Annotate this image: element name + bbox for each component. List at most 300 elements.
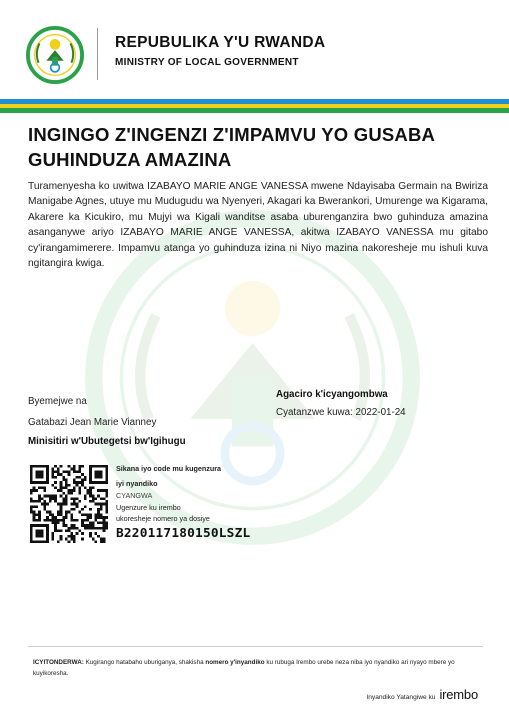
- qr-module: [52, 476, 55, 479]
- qr-module: [105, 481, 108, 484]
- qr-module: [81, 484, 84, 487]
- qr-module: [62, 521, 65, 524]
- qr-module: [100, 505, 103, 508]
- qr-module: [57, 540, 60, 543]
- qr-module: [84, 527, 87, 530]
- qr-module: [92, 538, 95, 541]
- qr-module: [62, 487, 65, 490]
- qr-module: [105, 503, 108, 506]
- qr-module: [60, 508, 63, 511]
- qr-module: [46, 538, 49, 541]
- qr-module: [105, 495, 108, 498]
- qr-module: [35, 500, 38, 503]
- qr-module: [30, 465, 33, 468]
- qr-module: [105, 505, 108, 508]
- qr-module: [62, 516, 65, 519]
- notice-text: [33, 657, 483, 679]
- qr-module: [89, 470, 92, 473]
- qr-module: [46, 481, 49, 484]
- qr-module: [100, 465, 103, 468]
- qr-module: [103, 497, 106, 500]
- qr-module: [49, 511, 52, 514]
- qr-module: [52, 513, 55, 516]
- qr-module: [38, 532, 41, 535]
- qr-module: [60, 511, 63, 514]
- qr-module: [89, 489, 92, 492]
- qr-module: [33, 513, 36, 516]
- qr-module: [41, 465, 44, 468]
- qr-module: [62, 476, 65, 479]
- qr-module: [35, 530, 38, 533]
- qr-module: [43, 495, 46, 498]
- qr-module: [97, 511, 100, 514]
- qr-module: [43, 487, 46, 490]
- qr-module: [84, 487, 87, 490]
- qr-module: [103, 489, 106, 492]
- qr-module: [38, 519, 41, 522]
- qr-module: [52, 516, 55, 519]
- qr-module: [38, 513, 41, 516]
- qr-module: [76, 519, 79, 522]
- signer-title: Minisitiri w'Ubutegetsi bw'Igihugu: [28, 436, 186, 447]
- qr-module: [33, 519, 36, 522]
- qr-module: [46, 465, 49, 468]
- qr-module: [52, 470, 55, 473]
- qr-module: [78, 470, 81, 473]
- qr-module: [33, 487, 36, 490]
- qr-module: [89, 487, 92, 490]
- qr-module: [65, 538, 68, 541]
- check-line-2: ukoresheje nomero ya dosiye: [116, 514, 210, 523]
- qr-module: [100, 470, 103, 473]
- qr-module: [89, 516, 92, 519]
- qr-module: [41, 530, 44, 533]
- qr-module: [54, 500, 57, 503]
- qr-module: [30, 524, 33, 527]
- qr-module: [76, 497, 79, 500]
- qr-module: [73, 470, 76, 473]
- qr-module: [68, 473, 71, 476]
- qr-module: [100, 521, 103, 524]
- qr-module: [92, 497, 95, 500]
- qr-module: [89, 495, 92, 498]
- qr-module: [43, 500, 46, 503]
- qr-module: [81, 508, 84, 511]
- qr-module: [103, 481, 106, 484]
- qr-module: [73, 468, 76, 471]
- qr-module: [35, 470, 38, 473]
- qr-module: [43, 465, 46, 468]
- qr-module: [38, 530, 41, 533]
- qr-module: [46, 530, 49, 533]
- qr-module: [52, 495, 55, 498]
- qr-module: [84, 524, 87, 527]
- qr-module: [70, 513, 73, 516]
- qr-module: [54, 465, 57, 468]
- qr-module: [97, 476, 100, 479]
- qr-module: [52, 521, 55, 524]
- qr-module: [86, 519, 89, 522]
- qr-module: [100, 540, 103, 543]
- qr-module: [41, 473, 44, 476]
- qr-module: [76, 484, 79, 487]
- qr-module: [52, 497, 55, 500]
- qr-module: [57, 530, 60, 533]
- qr-module: [89, 521, 92, 524]
- qr-module: [52, 468, 55, 471]
- qr-module: [43, 503, 46, 506]
- signature-block: [28, 396, 258, 447]
- qr-module: [41, 524, 44, 527]
- qr-module: [46, 478, 49, 481]
- or-label: CYANGWA: [116, 491, 153, 500]
- qr-module: [95, 465, 98, 468]
- qr-module: [86, 516, 89, 519]
- qr-module: [97, 495, 100, 498]
- qr-module: [78, 492, 81, 495]
- qr-module: [73, 487, 76, 490]
- qr-module: [52, 532, 55, 535]
- irembo-logo[interactable]: irembo: [439, 687, 478, 702]
- qr-module: [78, 468, 81, 471]
- qr-module: [60, 513, 63, 516]
- qr-module: [57, 468, 60, 471]
- qr-module: [62, 497, 65, 500]
- qr-module: [89, 473, 92, 476]
- qr-module: [84, 478, 87, 481]
- qr-module: [65, 478, 68, 481]
- qr-module: [89, 500, 92, 503]
- qr-module: [60, 489, 63, 492]
- qr-module: [65, 524, 68, 527]
- qr-module: [73, 524, 76, 527]
- qr-module: [60, 495, 63, 498]
- qr-module: [86, 513, 89, 516]
- qr-module: [38, 476, 41, 479]
- qr-module: [105, 492, 108, 495]
- qr-module: [78, 489, 81, 492]
- qr-module: [41, 487, 44, 490]
- qr-module: [35, 465, 38, 468]
- qr-module: [100, 538, 103, 541]
- qr-module: [78, 500, 81, 503]
- qr-module: [38, 481, 41, 484]
- qr-module: [68, 540, 71, 543]
- qr-module: [57, 470, 60, 473]
- qr-module: [97, 473, 100, 476]
- qr-module: [89, 465, 92, 468]
- qr-module: [89, 535, 92, 538]
- issued-by-footer: [366, 687, 478, 702]
- qr-module: [30, 481, 33, 484]
- qr-module: [38, 535, 41, 538]
- qr-module: [38, 540, 41, 543]
- qr-module: [97, 481, 100, 484]
- qr-module: [95, 540, 98, 543]
- qr-module: [41, 540, 44, 543]
- qr-module: [95, 497, 98, 500]
- qr-module: [76, 532, 79, 535]
- qr-module: [49, 513, 52, 516]
- qr-module: [33, 465, 36, 468]
- qr-module: [103, 521, 106, 524]
- notice-label: ICYITONDERWA:: [33, 659, 84, 666]
- qr-module: [103, 516, 106, 519]
- qr-module: [35, 489, 38, 492]
- qr-module: [100, 516, 103, 519]
- qr-module: [33, 489, 36, 492]
- qr-module: [35, 513, 38, 516]
- verification-block: [116, 464, 366, 541]
- qr-module: [30, 500, 33, 503]
- qr-module: [105, 476, 108, 479]
- qr-module: [103, 519, 106, 522]
- qr-module: [89, 492, 92, 495]
- qr-module: [105, 524, 108, 527]
- qr-module: [95, 516, 98, 519]
- qr-module: [30, 532, 33, 535]
- qr-module: [95, 513, 98, 516]
- qr-module: [43, 505, 46, 508]
- qr-module: [105, 516, 108, 519]
- qr-module: [105, 465, 108, 468]
- qr-module: [30, 511, 33, 514]
- check-line-1: Ugenzure ku irembo: [116, 503, 181, 512]
- flag-stripe-green: [0, 108, 509, 113]
- issued-by-text: Inyandiko Yatangiwe ku: [366, 694, 436, 701]
- qr-module: [97, 513, 100, 516]
- qr-module: [38, 511, 41, 514]
- qr-module: [76, 476, 79, 479]
- qr-module: [70, 524, 73, 527]
- qr-module: [35, 519, 38, 522]
- qr-module: [49, 497, 52, 500]
- qr-module: [95, 476, 98, 479]
- qr-module: [68, 465, 71, 468]
- qr-module: [41, 532, 44, 535]
- qr-module: [105, 473, 108, 476]
- qr-module: [78, 465, 81, 468]
- qr-module: [86, 492, 89, 495]
- qr-module: [89, 527, 92, 530]
- qr-module: [41, 481, 44, 484]
- qr-module: [81, 473, 84, 476]
- qr-module: [92, 527, 95, 530]
- qr-module: [62, 500, 65, 503]
- qr-module: [60, 535, 63, 538]
- qr-module: [35, 532, 38, 535]
- qr-module: [70, 532, 73, 535]
- qr-module: [70, 468, 73, 471]
- qr-module: [95, 481, 98, 484]
- qr-module: [30, 468, 33, 471]
- qr-module: [97, 527, 100, 530]
- qr-module: [65, 516, 68, 519]
- qr-module: [73, 500, 76, 503]
- qr-module: [84, 495, 87, 498]
- country-name: REPUBULIKA Y'U RWANDA: [115, 34, 326, 51]
- approved-label: Byemejwe na: [28, 396, 87, 407]
- notice-text-after: ku rubuga Irembo urebe neza niba iyo nyandiko ari nyayo mbere yo kuyikoresha.: [33, 659, 455, 677]
- qr-module: [65, 530, 68, 533]
- issue-date: [276, 407, 486, 418]
- qr-module: [100, 527, 103, 530]
- qr-module: [30, 497, 33, 500]
- qr-module: [78, 511, 81, 514]
- qr-module: [97, 470, 100, 473]
- qr-module: [46, 540, 49, 543]
- qr-module: [35, 505, 38, 508]
- qr-module: [73, 540, 76, 543]
- qr-module: [70, 508, 73, 511]
- qr-module: [38, 497, 41, 500]
- qr-module: [89, 481, 92, 484]
- qr-module: [105, 527, 108, 530]
- qr-module: [84, 505, 87, 508]
- qr-module: [46, 524, 49, 527]
- qr-module: [54, 524, 57, 527]
- qr-module: [73, 489, 76, 492]
- qr-module: [100, 508, 103, 511]
- qr-module: [70, 538, 73, 541]
- qr-module: [38, 473, 41, 476]
- verification-qr-code[interactable]: [30, 465, 108, 543]
- qr-module: [65, 481, 68, 484]
- qr-module: [35, 473, 38, 476]
- qr-module: [49, 519, 52, 522]
- qr-module: [92, 465, 95, 468]
- document-title: INGINGO Z'INGENZI Z'IMPAMVU YO GUSABA GUHINDUZA AMAZINA: [28, 124, 435, 170]
- qr-module: [30, 489, 33, 492]
- qr-module: [100, 473, 103, 476]
- cost-label: Agaciro k'icyangombwa: [276, 389, 388, 400]
- qr-module: [35, 540, 38, 543]
- qr-module: [65, 497, 68, 500]
- qr-module: [100, 481, 103, 484]
- qr-module: [89, 513, 92, 516]
- qr-module: [54, 516, 57, 519]
- qr-module: [76, 505, 79, 508]
- qr-module: [97, 516, 100, 519]
- qr-module: [57, 513, 60, 516]
- qr-module: [33, 511, 36, 514]
- qr-module: [60, 481, 63, 484]
- qr-module: [65, 470, 68, 473]
- qr-module: [46, 527, 49, 530]
- qr-module: [73, 465, 76, 468]
- qr-module: [52, 535, 55, 538]
- qr-module: [68, 470, 71, 473]
- qr-module: [73, 503, 76, 506]
- document-body: Turamenyesha ko uwitwa IZABAYO MARIE ANGE VANESSA mwene Ndayisaba Germain na Bwiriza Manigabe Agnes, utuye mu Mudugudu wa Nyenyeri, Akagari ka Bwerankori, Umurenge wa Kigarama, Akarere ka Kicukiro, mu Mujyi wa Kigali wanditse asaba uburenganzira bwo guhinduza amazina asanganywe ariyo IZABAYO MARIE ANGE VANESSA, akitwa IZABAYO VANESSA mu gitabo cy'irangamimerere. Impamvu atanga yo guhinduza izina ni Niyo mazina nakoresheje mu ishuli kuva ngitangira kwiga.: [28, 181, 488, 270]
- qr-module: [30, 508, 33, 511]
- qr-module: [30, 538, 33, 541]
- qr-module: [65, 487, 68, 490]
- qr-module: [97, 489, 100, 492]
- qr-module: [54, 481, 57, 484]
- qr-module: [41, 503, 44, 506]
- qr-module: [57, 521, 60, 524]
- qr-module: [97, 535, 100, 538]
- qr-module: [81, 481, 84, 484]
- qr-module: [49, 500, 52, 503]
- qr-module: [38, 470, 41, 473]
- qr-module: [54, 476, 57, 479]
- qr-module: [35, 481, 38, 484]
- qr-module: [81, 519, 84, 522]
- qr-module: [84, 513, 87, 516]
- qr-module: [70, 492, 73, 495]
- notice-text-before: Kugirango hatabaho uburiganya, shakisha: [83, 659, 206, 666]
- qr-module: [100, 476, 103, 479]
- qr-module: [33, 540, 36, 543]
- qr-module: [73, 508, 76, 511]
- qr-module: [60, 503, 63, 506]
- qr-module: [30, 527, 33, 530]
- qr-module: [100, 497, 103, 500]
- issue-date-label: Cyatanzwe kuwa:: [276, 407, 353, 418]
- qr-module: [60, 465, 63, 468]
- qr-module: [60, 473, 63, 476]
- qr-module: [30, 530, 33, 533]
- qr-module: [54, 521, 57, 524]
- qr-module: [30, 535, 33, 538]
- qr-module: [30, 470, 33, 473]
- qr-module: [49, 495, 52, 498]
- document-header: [0, 0, 509, 100]
- qr-module: [43, 489, 46, 492]
- qr-module: [103, 527, 106, 530]
- qr-module: [103, 503, 106, 506]
- qr-module: [46, 473, 49, 476]
- qr-module: [57, 503, 60, 506]
- qr-module: [68, 489, 71, 492]
- qr-module: [57, 519, 60, 522]
- file-number[interactable]: B220117180150LSZL: [116, 526, 251, 541]
- qr-module: [57, 489, 60, 492]
- qr-module: [38, 524, 41, 527]
- qr-module: [105, 508, 108, 511]
- qr-module: [73, 535, 76, 538]
- qr-module: [70, 535, 73, 538]
- qr-module: [54, 497, 57, 500]
- qr-module: [68, 527, 71, 530]
- qr-module: [46, 503, 49, 506]
- qr-module: [81, 513, 84, 516]
- qr-module: [105, 478, 108, 481]
- qr-module: [33, 524, 36, 527]
- qr-module: [81, 521, 84, 524]
- qr-module: [38, 465, 41, 468]
- qr-module: [62, 519, 65, 522]
- qr-module: [52, 484, 55, 487]
- qr-module: [95, 527, 98, 530]
- qr-module: [76, 470, 79, 473]
- qr-module: [92, 495, 95, 498]
- qr-module: [92, 524, 95, 527]
- qr-module: [65, 500, 68, 503]
- qr-module: [95, 473, 98, 476]
- qr-module: [73, 497, 76, 500]
- qr-module: [41, 497, 44, 500]
- qr-module: [100, 503, 103, 506]
- qr-module: [103, 465, 106, 468]
- qr-module: [54, 487, 57, 490]
- qr-module: [43, 519, 46, 522]
- qr-module: [73, 519, 76, 522]
- qr-module: [70, 527, 73, 530]
- qr-module: [62, 503, 65, 506]
